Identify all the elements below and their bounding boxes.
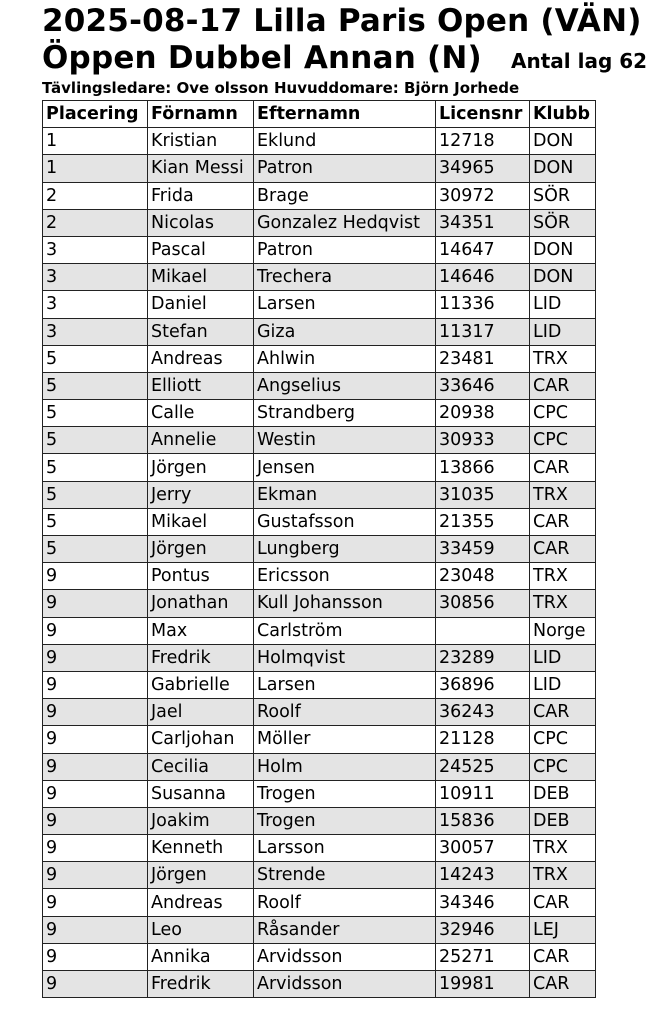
club-cell: CAR — [530, 372, 596, 399]
club-cell: TRX — [530, 590, 596, 617]
club-cell: CAR — [530, 943, 596, 970]
license-cell: 20938 — [436, 400, 530, 427]
license-cell: 15836 — [436, 807, 530, 834]
club-cell: LID — [530, 318, 596, 345]
placement-cell: 3 — [43, 236, 148, 263]
last-name-cell: Carlström — [254, 617, 436, 644]
license-cell: 14243 — [436, 862, 530, 889]
table-row — [43, 264, 596, 291]
team-count: Antal lag 62 — [511, 49, 648, 73]
club-cell: TRX — [530, 862, 596, 889]
column-header-efternamn: Efternamn — [254, 101, 436, 128]
license-cell: 32946 — [436, 916, 530, 943]
table-row — [43, 291, 596, 318]
placement-cell: 9 — [43, 862, 148, 889]
table-row — [43, 318, 596, 345]
first-name-cell: Nicolas — [148, 209, 254, 236]
first-name-cell: Jörgen — [148, 454, 254, 481]
column-header-placering: Placering — [43, 101, 148, 128]
first-name-cell: Pontus — [148, 563, 254, 590]
officials-line: Tävlingsledare: Ove olsson Huvuddomare: Björn Jorhede — [42, 79, 520, 97]
table-row — [43, 563, 596, 590]
placement-cell: 9 — [43, 644, 148, 671]
license-cell: 23289 — [436, 644, 530, 671]
club-cell: DEB — [530, 780, 596, 807]
last-name-cell: Larsen — [254, 291, 436, 318]
club-cell: TRX — [530, 481, 596, 508]
license-cell: 30933 — [436, 427, 530, 454]
last-name-cell: Brage — [254, 182, 436, 209]
club-cell: TRX — [530, 563, 596, 590]
placement-cell: 9 — [43, 590, 148, 617]
license-cell: 30972 — [436, 182, 530, 209]
club-cell: CAR — [530, 889, 596, 916]
first-name-cell: Cecilia — [148, 753, 254, 780]
club-cell: TRX — [530, 345, 596, 372]
license-cell: 13866 — [436, 454, 530, 481]
placement-cell: 3 — [43, 291, 148, 318]
license-cell: 31035 — [436, 481, 530, 508]
license-cell: 25271 — [436, 943, 530, 970]
last-name-cell: Trogen — [254, 807, 436, 834]
license-cell: 34351 — [436, 209, 530, 236]
page-title: 2025-08-17 Lilla Paris Open (VÄN) — [42, 3, 642, 39]
last-name-cell: Gustafsson — [254, 508, 436, 535]
placement-cell: 1 — [43, 128, 148, 155]
table-row — [43, 835, 596, 862]
table-row — [43, 236, 596, 263]
table-row — [43, 155, 596, 182]
placement-cell: 1 — [43, 155, 148, 182]
license-cell: 23481 — [436, 345, 530, 372]
first-name-cell: Kenneth — [148, 835, 254, 862]
table-row — [43, 182, 596, 209]
table-row — [43, 916, 596, 943]
club-cell: CPC — [530, 726, 596, 753]
first-name-cell: Kian Messi — [148, 155, 254, 182]
placement-cell: 5 — [43, 345, 148, 372]
club-cell: LID — [530, 644, 596, 671]
last-name-cell: Roolf — [254, 699, 436, 726]
license-cell: 19981 — [436, 971, 530, 998]
last-name-cell: Patron — [254, 236, 436, 263]
table-row — [43, 971, 596, 998]
club-cell: Norge — [530, 617, 596, 644]
placement-cell: 9 — [43, 753, 148, 780]
first-name-cell: Gabrielle — [148, 671, 254, 698]
first-name-cell: Leo — [148, 916, 254, 943]
club-cell: SÖR — [530, 209, 596, 236]
placement-cell: 5 — [43, 536, 148, 563]
first-name-cell: Jonathan — [148, 590, 254, 617]
license-cell: 11336 — [436, 291, 530, 318]
table-row — [43, 726, 596, 753]
last-name-cell: Holm — [254, 753, 436, 780]
license-cell — [436, 617, 530, 644]
license-cell: 14647 — [436, 236, 530, 263]
placement-cell: 9 — [43, 726, 148, 753]
last-name-cell: Giza — [254, 318, 436, 345]
club-cell: DON — [530, 264, 596, 291]
license-cell: 23048 — [436, 563, 530, 590]
last-name-cell: Arvidsson — [254, 943, 436, 970]
last-name-cell: Kull Johansson — [254, 590, 436, 617]
placement-cell: 5 — [43, 481, 148, 508]
license-cell: 10911 — [436, 780, 530, 807]
first-name-cell: Joakim — [148, 807, 254, 834]
table-row — [43, 209, 596, 236]
last-name-cell: Patron — [254, 155, 436, 182]
last-name-cell: Arvidsson — [254, 971, 436, 998]
table-row — [43, 807, 596, 834]
club-cell: CAR — [530, 699, 596, 726]
placement-cell: 9 — [43, 780, 148, 807]
club-cell: CAR — [530, 971, 596, 998]
placement-cell: 9 — [43, 916, 148, 943]
placement-cell: 2 — [43, 209, 148, 236]
column-header-licensnr: Licensnr — [436, 101, 530, 128]
placement-cell: 2 — [43, 182, 148, 209]
placement-cell: 5 — [43, 372, 148, 399]
table-row — [43, 481, 596, 508]
placement-cell: 3 — [43, 264, 148, 291]
club-cell: SÖR — [530, 182, 596, 209]
placement-cell: 9 — [43, 671, 148, 698]
table-header-row — [43, 101, 596, 128]
first-name-cell: Fredrik — [148, 644, 254, 671]
table-row — [43, 617, 596, 644]
club-cell: CPC — [530, 753, 596, 780]
license-cell: 36896 — [436, 671, 530, 698]
last-name-cell: Ahlwin — [254, 345, 436, 372]
event-class-title: Öppen Dubbel Annan (N) — [42, 40, 482, 76]
first-name-cell: Pascal — [148, 236, 254, 263]
table-row — [43, 400, 596, 427]
club-cell: CAR — [530, 454, 596, 481]
last-name-cell: Roolf — [254, 889, 436, 916]
license-cell: 36243 — [436, 699, 530, 726]
last-name-cell: Jensen — [254, 454, 436, 481]
first-name-cell: Annelie — [148, 427, 254, 454]
first-name-cell: Andreas — [148, 345, 254, 372]
last-name-cell: Ekman — [254, 481, 436, 508]
placement-cell: 3 — [43, 318, 148, 345]
placement-cell: 9 — [43, 563, 148, 590]
placement-cell: 9 — [43, 971, 148, 998]
last-name-cell: Gonzalez Hedqvist — [254, 209, 436, 236]
club-cell: DON — [530, 155, 596, 182]
license-cell: 11317 — [436, 318, 530, 345]
last-name-cell: Lungberg — [254, 536, 436, 563]
club-cell: CPC — [530, 400, 596, 427]
club-cell: LEJ — [530, 916, 596, 943]
first-name-cell: Frida — [148, 182, 254, 209]
first-name-cell: Carljohan — [148, 726, 254, 753]
last-name-cell: Råsander — [254, 916, 436, 943]
placement-cell: 5 — [43, 400, 148, 427]
first-name-cell: Mikael — [148, 264, 254, 291]
placement-cell: 9 — [43, 835, 148, 862]
last-name-cell: Möller — [254, 726, 436, 753]
placement-cell: 5 — [43, 454, 148, 481]
last-name-cell: Strende — [254, 862, 436, 889]
first-name-cell: Jörgen — [148, 862, 254, 889]
column-header-klubb: Klubb — [530, 101, 596, 128]
last-name-cell: Larsson — [254, 835, 436, 862]
table-row — [43, 590, 596, 617]
placement-cell: 9 — [43, 807, 148, 834]
license-cell: 30057 — [436, 835, 530, 862]
results-table-body — [43, 128, 596, 998]
placement-cell: 9 — [43, 943, 148, 970]
club-cell: LID — [530, 671, 596, 698]
first-name-cell: Fredrik — [148, 971, 254, 998]
first-name-cell: Max — [148, 617, 254, 644]
last-name-cell: Holmqvist — [254, 644, 436, 671]
club-cell: TRX — [530, 835, 596, 862]
license-cell: 21355 — [436, 508, 530, 535]
last-name-cell: Eklund — [254, 128, 436, 155]
placement-cell: 5 — [43, 427, 148, 454]
last-name-cell: Strandberg — [254, 400, 436, 427]
license-cell: 21128 — [436, 726, 530, 753]
last-name-cell: Westin — [254, 427, 436, 454]
club-cell: DON — [530, 128, 596, 155]
first-name-cell: Andreas — [148, 889, 254, 916]
last-name-cell: Angselius — [254, 372, 436, 399]
license-cell: 33459 — [436, 536, 530, 563]
first-name-cell: Kristian — [148, 128, 254, 155]
first-name-cell: Susanna — [148, 780, 254, 807]
placement-cell: 9 — [43, 889, 148, 916]
last-name-cell: Trechera — [254, 264, 436, 291]
license-cell: 12718 — [436, 128, 530, 155]
club-cell: DON — [530, 236, 596, 263]
first-name-cell: Calle — [148, 400, 254, 427]
club-cell: LID — [530, 291, 596, 318]
placement-cell: 9 — [43, 617, 148, 644]
first-name-cell: Daniel — [148, 291, 254, 318]
table-row — [43, 644, 596, 671]
last-name-cell: Trogen — [254, 780, 436, 807]
club-cell: CPC — [530, 427, 596, 454]
first-name-cell: Elliott — [148, 372, 254, 399]
results-table — [42, 100, 596, 998]
club-cell: CAR — [530, 508, 596, 535]
table-row — [43, 889, 596, 916]
first-name-cell: Jörgen — [148, 536, 254, 563]
license-cell: 34346 — [436, 889, 530, 916]
table-row — [43, 699, 596, 726]
first-name-cell: Annika — [148, 943, 254, 970]
table-row — [43, 862, 596, 889]
first-name-cell: Stefan — [148, 318, 254, 345]
first-name-cell: Mikael — [148, 508, 254, 535]
placement-cell: 9 — [43, 699, 148, 726]
last-name-cell: Ericsson — [254, 563, 436, 590]
license-cell: 34965 — [436, 155, 530, 182]
table-row — [43, 427, 596, 454]
club-cell: DEB — [530, 807, 596, 834]
first-name-cell: Jael — [148, 699, 254, 726]
table-row — [43, 536, 596, 563]
table-row — [43, 508, 596, 535]
last-name-cell: Larsen — [254, 671, 436, 698]
placement-cell: 5 — [43, 508, 148, 535]
table-row — [43, 454, 596, 481]
license-cell: 33646 — [436, 372, 530, 399]
club-cell: CAR — [530, 536, 596, 563]
table-row — [43, 372, 596, 399]
table-row — [43, 780, 596, 807]
license-cell: 24525 — [436, 753, 530, 780]
table-row — [43, 753, 596, 780]
first-name-cell: Jerry — [148, 481, 254, 508]
column-header-fornamn: Förnamn — [148, 101, 254, 128]
table-row — [43, 345, 596, 372]
table-row — [43, 671, 596, 698]
table-row — [43, 128, 596, 155]
table-row — [43, 943, 596, 970]
license-cell: 30856 — [436, 590, 530, 617]
license-cell: 14646 — [436, 264, 530, 291]
